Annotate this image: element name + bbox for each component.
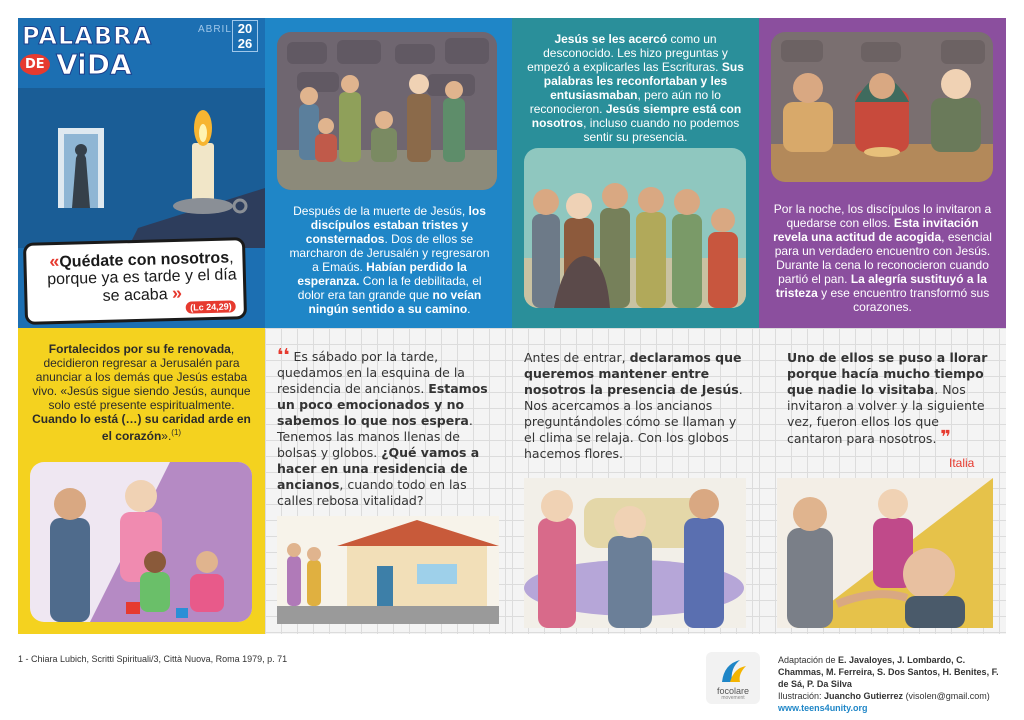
jesus-walking-illustration	[524, 148, 746, 308]
quote-rest: , porque ya es tarde y el día se acaba	[46, 249, 237, 305]
panel-jesus-approaches	[512, 18, 759, 328]
panel6-b1: Estamos un poco emocionados y no sabemos lo que nos espera	[277, 381, 488, 428]
panel-saturday	[265, 328, 512, 634]
panel6-t1: Es sábado por la tarde, quedamos en la esquina de la residencia de ancianos.	[277, 349, 465, 396]
country-label: Italia	[949, 456, 975, 470]
panel7-t2: . Nos acercamos a los ancianos preguntándoles cómo se llaman y el clima se relaja. Con los globos hacemos flores.	[524, 382, 743, 461]
open-quote-mark: ❛❛	[277, 345, 290, 366]
panel3-t3: , incluso cuando no podemos sentir su presencia.	[583, 116, 740, 144]
panel5-t1: , decidieron regresar a Jerusalén para anunciar a los demás que Jesús estaba vivo. «Jesús sigue siendo Jesús, aunque solo esté presente espiritualmente.	[32, 342, 251, 412]
panel3-b2: Sus palabras les reconfortaban y les entusiasmaban	[543, 60, 744, 102]
year-top: 20	[237, 21, 253, 36]
panel4-b1: Esta invitación revela una actitud de acogida	[773, 216, 979, 244]
focolare-name: focolare	[716, 686, 750, 696]
panel3-t2: , pero aún no lo reconocieron.	[529, 88, 721, 116]
credits-authors	[778, 654, 1004, 690]
panel7-t1: Antes de entrar,	[524, 350, 630, 365]
panel4-t1: Por la noche, los discípulos lo invitaron a quedarse con ellos.	[773, 202, 992, 230]
candle-illustration	[18, 88, 265, 248]
quote-open-mark: «	[49, 250, 60, 272]
panel6-text	[277, 345, 503, 509]
credits-label-adaptation: Adaptación de	[778, 655, 839, 665]
panel8-t1: . Nos invitaron a volver y la siguiente vez, fueron ellos los que cantaron para nosotros.	[787, 382, 985, 446]
web-bold: teens4unity	[801, 703, 851, 713]
credits-illustration	[778, 690, 1004, 702]
quote-text	[36, 248, 247, 306]
palabra-de-vida-logo	[18, 18, 173, 88]
panel2-b2: Habían perdido la esperanza.	[297, 260, 467, 288]
credits	[778, 654, 1004, 714]
panel5-sup: (1)	[171, 428, 182, 437]
panel4-text	[771, 202, 994, 314]
panel3-text	[524, 32, 747, 144]
panel3-b3: Jesús siempre está con nosotros	[531, 102, 742, 130]
supper-illustration	[771, 32, 993, 182]
web-suffix: .org	[850, 703, 868, 713]
close-quote-mark: ❞	[940, 427, 951, 448]
panel-disciples-sad	[265, 18, 512, 328]
quote-close-mark: »	[171, 282, 183, 304]
logo-de: DE	[20, 54, 50, 75]
panel5-text	[30, 342, 253, 443]
panel8-b1: Uno de ellos se puso a llorar porque hacía mucho tiempo que nadie lo visitaba	[787, 350, 988, 397]
year-box	[232, 20, 258, 52]
panel7-text	[524, 350, 748, 462]
credits-label-illustration: Ilustración:	[778, 691, 825, 701]
residence-illustration	[277, 516, 499, 624]
footnote: 1 - Chiara Lubich, Scritti Spirituali/3, Città Nuova, Roma 1979, p. 71	[18, 654, 288, 664]
panel5-t2: ».	[161, 429, 172, 443]
illustrator-email: (visolen@gmail.com)	[903, 691, 990, 701]
panel5-b2: Cuando lo está (…) su caridad arde en el corazón	[32, 412, 251, 443]
panel3-t1: como un desconocido. Les hizo preguntas y empezó a explicarles las Escrituras.	[527, 32, 728, 74]
panel6-t3: , cuando todo en las calles rebosa vitalidad?	[277, 477, 467, 508]
panel2-t4: .	[467, 302, 471, 316]
panel-entering	[512, 328, 759, 634]
panel6-t2: . Tenemos las manos llenas de bolsas y globos.	[277, 413, 473, 460]
web-prefix: www.	[778, 703, 802, 713]
focolare-flame-icon	[706, 654, 760, 688]
website-link[interactable]	[778, 702, 1004, 714]
panel4-b2: La alegría sustituyó a la tristeza	[775, 272, 987, 300]
panel2-text	[287, 204, 492, 316]
panel7-b1: declaramos que queremos mantener entre nosotros la presencia de Jesús	[524, 350, 742, 397]
family-illustration	[30, 462, 252, 622]
panel-title	[18, 18, 265, 328]
disciples-sad-illustration	[277, 32, 497, 190]
panel5-b1: Fortalecidos por su fe renovada	[48, 342, 231, 356]
quote-box	[23, 237, 247, 325]
panel-dinner	[759, 18, 1006, 328]
panel2-b1: los discípulos estaban tristes y consternados	[305, 204, 486, 246]
illustrator-name: Juancho Gutierrez	[824, 691, 904, 701]
panel4-t2: , esencial para un verdadero encuentro con Jesús. Durante la cena lo reconocieron cuando partió el pan.	[774, 230, 992, 286]
logo-line1: PALABRA	[22, 22, 153, 50]
panel-crying	[759, 328, 1006, 634]
quote-reference: (Lc 24,29)	[186, 300, 236, 313]
credits-names: E. Javaloyes, J. Lombardo, C. Chammas, M. Ferreira, S. Dos Santos, H. Benites, F. de Sá, P. Da Silva	[778, 655, 999, 689]
panel2-t3: Con la fe debilitada, el dolor era tan grande que	[297, 274, 482, 302]
panel2-t1: Después de la muerte de Jesús,	[293, 204, 469, 218]
month-label: ABRIL	[198, 24, 232, 35]
focolare-sub: movement	[721, 695, 745, 701]
panel6-b2: ¿Qué vamos a hacer en una residencia de ancianos	[277, 445, 480, 492]
logo-line2: ViDA	[56, 48, 132, 81]
panel2-b3: no veían ningún sentido a su camino	[308, 288, 482, 316]
focolare-logo	[706, 652, 760, 704]
year-bottom: 26	[237, 36, 253, 51]
panel4-t3: y ese encuentro transformó sus corazones.	[817, 286, 990, 314]
panel2-t2: . Dos de ellos se marcharon de Jerusalén y regresaron a Emaús.	[289, 232, 490, 274]
comic-sheet	[18, 18, 1006, 634]
panel3-b1: Jesús se les acercó	[554, 32, 668, 46]
quote-bold: Quédate con nosotros	[59, 249, 230, 271]
elderly-visit-illustration	[524, 478, 746, 628]
panel-return	[18, 328, 265, 634]
crying-elderly-illustration	[777, 478, 993, 628]
panel8-text	[787, 350, 993, 447]
